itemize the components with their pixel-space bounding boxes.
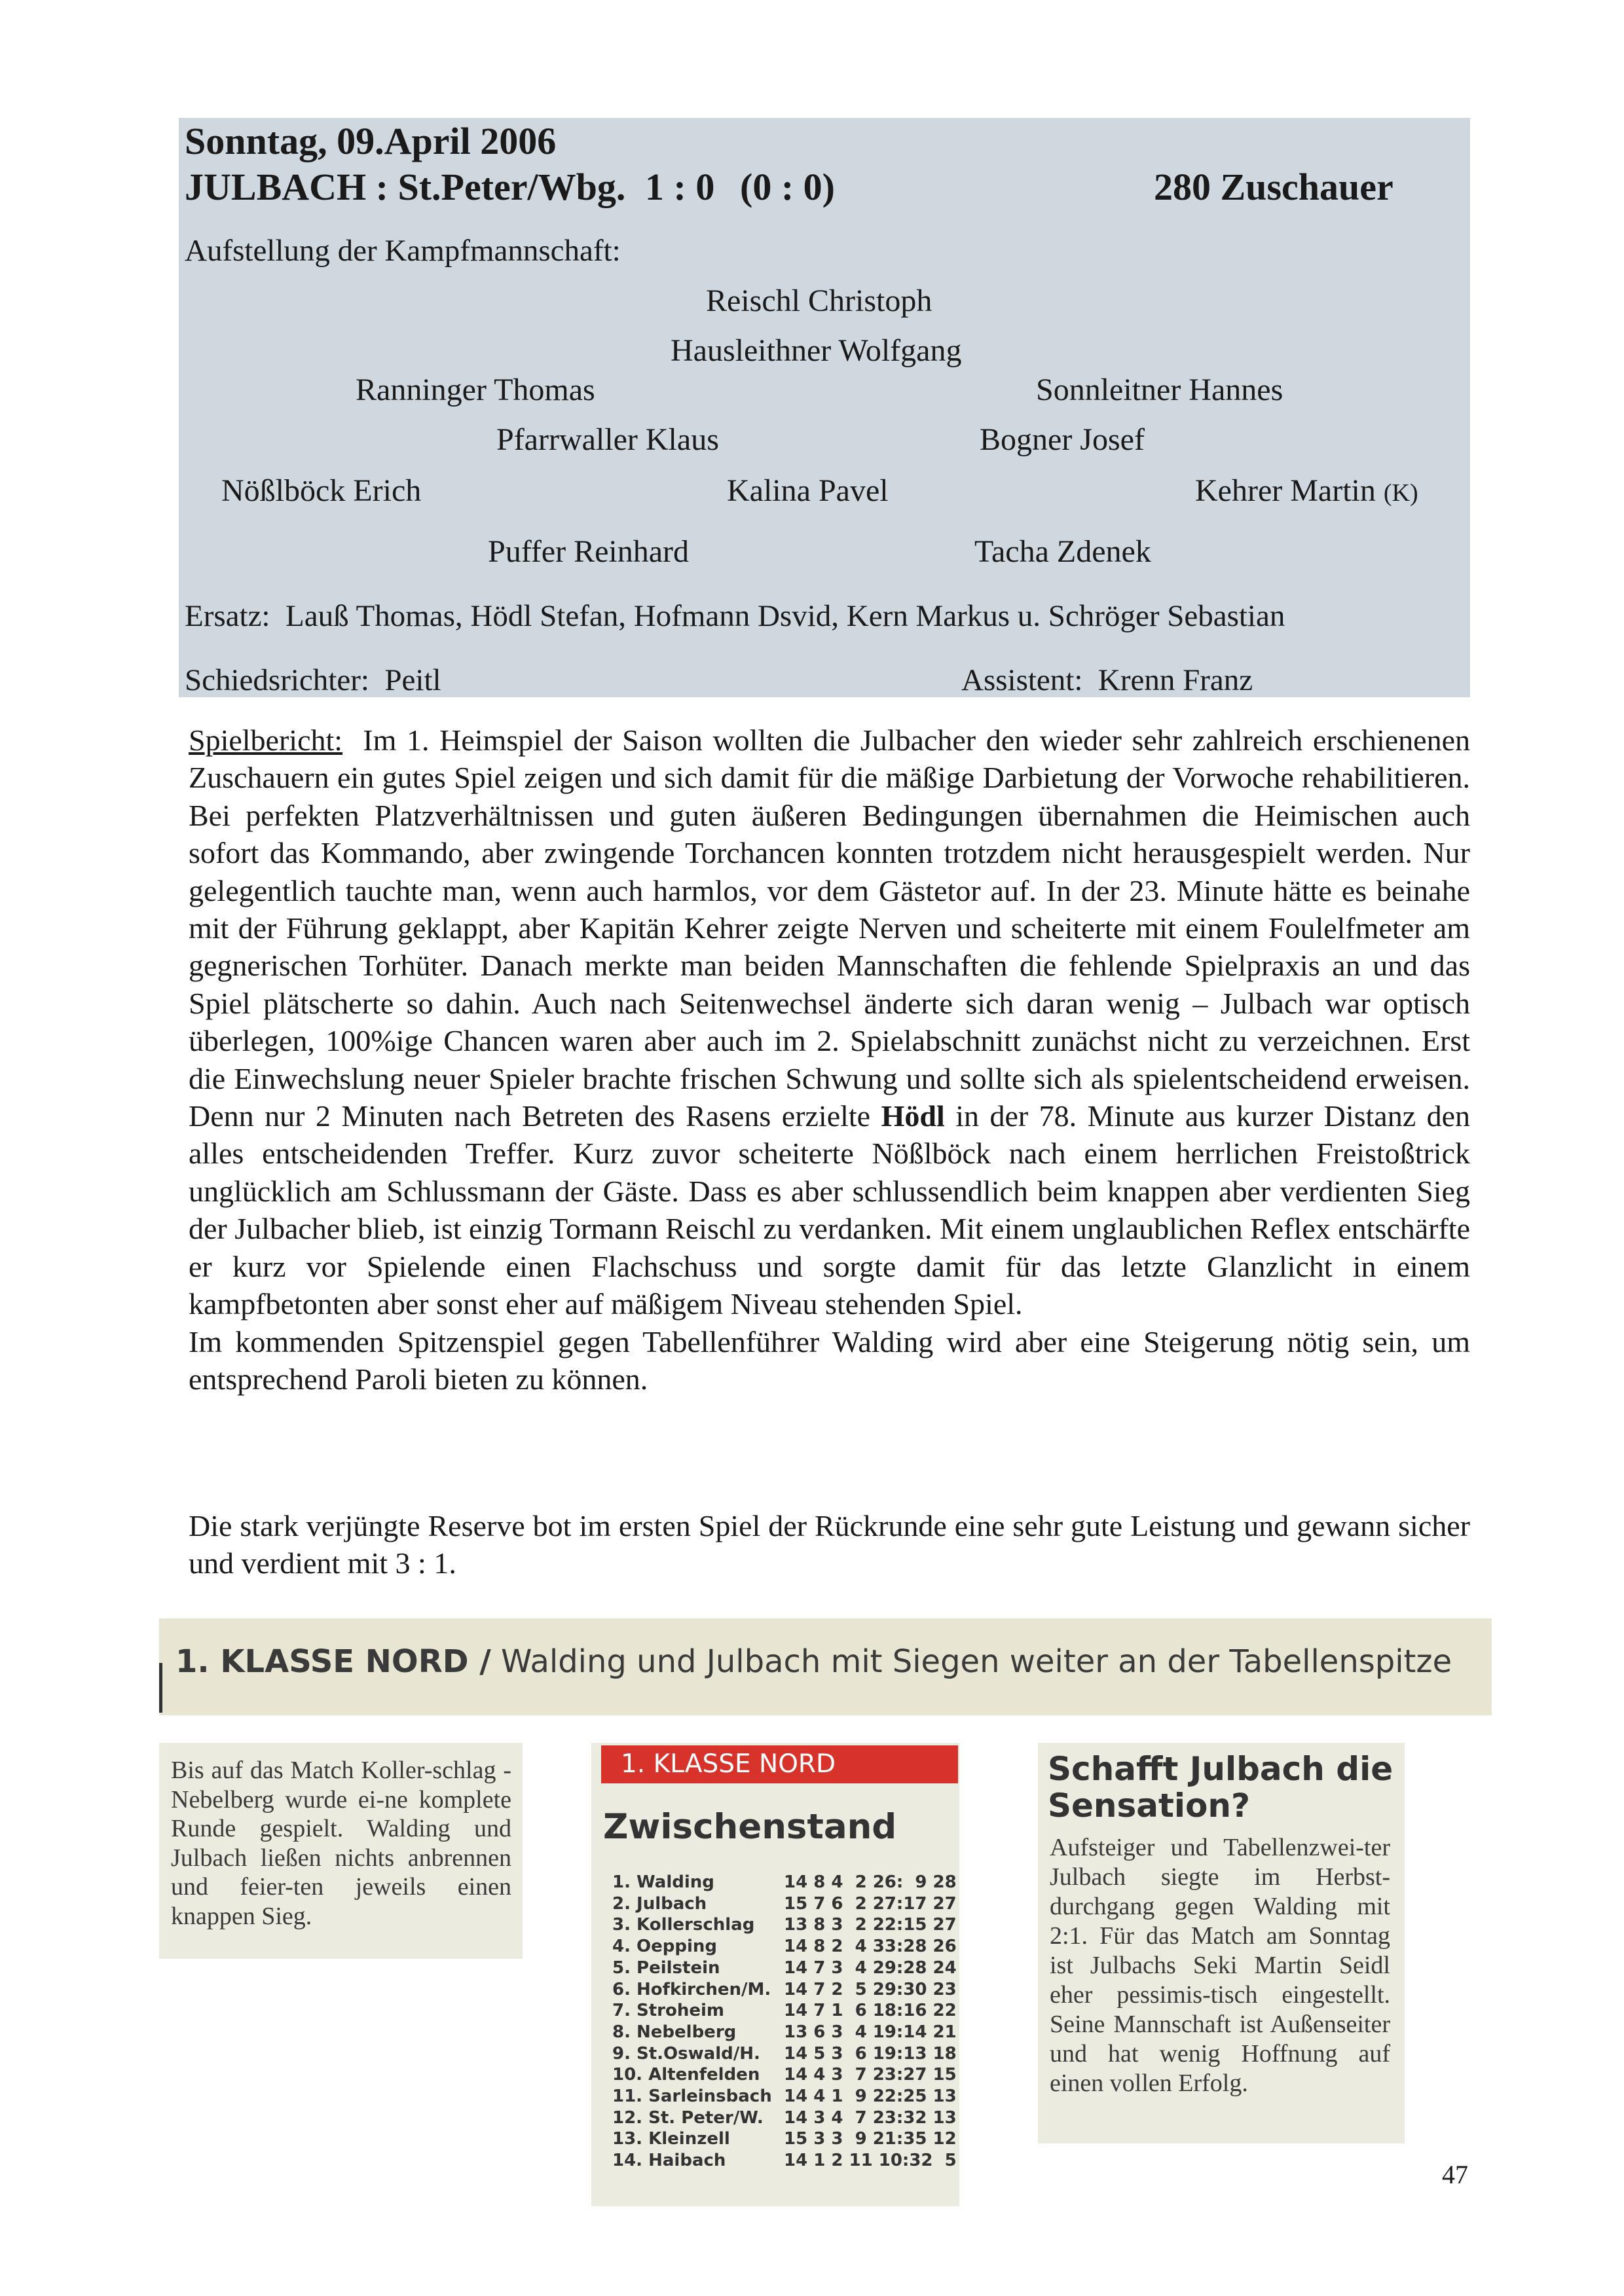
standings-stats: 14 8 2 4 33:28 26 xyxy=(784,1937,957,1957)
clipping-right-title: Schafft Julbach die Sensation? xyxy=(1048,1750,1393,1825)
spectators: 280 Zuschauer xyxy=(1154,166,1393,208)
headline-prefix: 1. KLASSE NORD / xyxy=(175,1643,491,1680)
assistant-name: Krenn Franz xyxy=(1098,663,1253,697)
player-def-left: Ranninger Thomas xyxy=(356,373,595,407)
lineup-label: Aufstellung der Kampfmannschaft: xyxy=(185,234,621,268)
subs-list: Lauß Thomas, Hödl Stefan, Hofmann Dsvid, Kern Markus u. Schröger Sebastian xyxy=(286,599,1285,633)
standings-row xyxy=(612,1915,957,1936)
standings-row xyxy=(612,2043,957,2065)
standings-team: 2. Julbach xyxy=(612,1893,707,1914)
standings-team: 12. St. Peter/W. xyxy=(612,2107,764,2128)
assistant-label: Assistent: xyxy=(961,663,1083,697)
referee-label: Schiedsrichter: xyxy=(185,663,369,697)
captain-mark: (K) xyxy=(1383,479,1418,507)
clipping-headline xyxy=(175,1643,1452,1680)
player-center: Kalina Pavel xyxy=(727,473,889,508)
player-wing-left: Nößlböck Erich xyxy=(221,473,422,508)
standings-team: 6. Hofkirchen/M. xyxy=(612,1979,771,1999)
standings-team: 11. Sarleinsbach xyxy=(612,2086,772,2106)
page-number: 47 xyxy=(1442,2160,1468,2189)
standings-stats: 14 4 3 7 23:27 15 xyxy=(784,2065,957,2085)
standings-stats: 14 7 3 4 29:28 24 xyxy=(784,1958,957,1978)
scorer-name: Hödl xyxy=(881,1099,945,1133)
standings-row xyxy=(612,2001,957,2022)
subs-label: Ersatz: xyxy=(185,599,270,633)
standings-title: Zwischenstand xyxy=(603,1807,897,1847)
report-text-1: Im 1. Heimspiel der Saison wollten die Julbacher den wieder sehr zahlreich erschienenen Zuschauern ein gutes Spiel zeigen und sich damit für die mäßige Darbietung der Vorwoche rehabilitieren. Bei perfekten Platzverhältnissen und guten äußeren Bedingungen übernahmen die Heimischen auch sofort das Kommando, aber zwingende Torchancen konnten trotzdem nicht herausgespielt werden. Nur gelegentlich tauchte man, wenn auch harmlos, vor dem Gästetor auf. In der 23. Minute hätte es beinahe mit der Führung geklappt, aber Kapitän Kehrer zeigte Nerven und scheiterte mit einem Foulelfmeter am gegnerischen Torhüter. Danach merkte man beiden Mannschaften die fehlende Spielpraxis an und das Spiel plätscherte so dahin. Auch nach Seitenwechsel änderte sich daran wenig – Julbach war optisch überlegen, 100%ige Chancen waren aber auch im 2. Spielabschnitt zunächst nicht zu verzeichnen. Erst die Einwechslung neuer Spieler brachte frischen Schwung und sollte sich als spielentscheidend erweisen. Denn nur 2 Minuten nach Betreten des Rasens erzielte xyxy=(189,723,1471,1133)
match-score: 1 : 0 xyxy=(645,166,715,208)
standings-row xyxy=(612,1893,957,1915)
match-halftime: (0 : 0) xyxy=(740,166,835,208)
standings-stats: 14 1 2 11 10:32 5 xyxy=(784,2151,957,2171)
standings-team: 4. Oepping xyxy=(612,1937,718,1957)
standings-row xyxy=(612,1958,957,1979)
headline-text: Walding und Julbach mit Siegen weiter an der Tabellenspitze xyxy=(501,1643,1452,1680)
standings-row xyxy=(612,2129,957,2150)
standings-clipping xyxy=(591,1743,959,2206)
standings-stats: 14 8 4 2 26: 9 28 xyxy=(784,1872,957,1892)
standings-stats: 14 5 3 6 19:13 18 xyxy=(784,2043,957,2064)
subs-line xyxy=(185,598,1285,634)
banner-marker xyxy=(159,1663,162,1713)
standings-row xyxy=(612,1979,957,2001)
referee-line xyxy=(185,663,441,698)
clipping-right xyxy=(1038,1743,1405,2143)
standings-team: 9. St.Oswald/H. xyxy=(612,2043,760,2064)
standings-team: 7. Stroheim xyxy=(612,2001,725,2021)
report-text-2: in der 78. Minute aus kurzer Distanz den alles entscheidenden Treffer. Kurz zuvor scheiterte Nößlböck nach einem herrlichen Freistoßtrick unglücklich am Schlussmann der Gäste. Dass es aber schlussendlich beim knappen aber verdienten Sieg der Julbacher blieb, ist einzig Tormann Reischl zu verdanken. Mit einem unglaublichen Reflex entschärfte er kurz vor Spielende einen Flachschuss und sorgte damit für das letzte Glanzlicht in einem kampfbetonten aber sonst eher auf mäßigem Niveau stehenden Spiel. xyxy=(189,1099,1471,1321)
match-teams: JULBACH : St.Peter/Wbg. xyxy=(185,166,626,208)
standings-row xyxy=(612,2151,957,2172)
referee-name: Peitl xyxy=(384,663,441,697)
player-mid-left: Pfarrwaller Klaus xyxy=(496,422,719,457)
standings-row xyxy=(612,2107,957,2129)
report-paragraph xyxy=(189,721,1470,1323)
clipping-right-text: Aufsteiger und Tabellenzwei-ter Julbach siegte im Herbst-durchgang gegen Walding mit 2:1. Für das Match am Sonntag ist Julbachs Seki Martin Seidl eher pessimis-tisch eingestellt. Seine Mannschaft ist Außenseiter und hat wenig Hoffnung auf einen vollen Erfolg. xyxy=(1050,1834,1390,2097)
reserve-report: Die stark verjüngte Reserve bot im ersten Spiel der Rückrunde eine sehr gute Leistung und gewann sicher und verdient mit 3 : 1. xyxy=(189,1509,1470,1580)
player-libero: Hausleithner Wolfgang xyxy=(671,333,962,368)
standings-team: 5. Peilstein xyxy=(612,1958,720,1978)
standings-team: 1. Walding xyxy=(612,1872,714,1892)
standings-row xyxy=(612,2086,957,2107)
standings-team: 10. Altenfelden xyxy=(612,2065,760,2085)
standings-team: 8. Nebelberg xyxy=(612,2022,737,2042)
player-fwd-right: Tacha Zdenek xyxy=(974,534,1151,569)
standings-stats: 14 3 4 7 23:32 13 xyxy=(784,2107,957,2128)
player-mid-right: Bogner Josef xyxy=(980,422,1145,457)
standings-stats: 14 7 2 5 29:30 23 xyxy=(784,1979,957,1999)
report-outlook: Im kommenden Spitzenspiel gegen Tabellenführer Walding wird aber eine Steigerung nötig sein, um entsprechend Paroli bieten zu können. xyxy=(189,1324,1470,1396)
player-goalkeeper: Reischl Christoph xyxy=(706,283,932,318)
match-date: Sonntag, 09.April 2006 xyxy=(185,120,557,162)
standings-stats: 14 4 1 9 22:25 13 xyxy=(784,2086,957,2106)
standings-header: 1. KLASSE NORD xyxy=(621,1749,836,1779)
standings-stats: 13 8 3 2 22:15 27 xyxy=(784,1915,957,1935)
standings-row xyxy=(612,2065,957,2086)
standings-stats: 14 7 1 6 18:16 22 xyxy=(784,2001,957,2021)
standings-stats: 15 7 6 2 27:17 27 xyxy=(784,1893,957,1914)
standings-stats: 15 3 3 9 21:35 12 xyxy=(784,2129,957,2149)
player-wing-right: Kehrer Martin (K) xyxy=(1195,473,1418,508)
standings-stats: 13 6 3 4 19:14 21 xyxy=(784,2022,957,2042)
standings-row xyxy=(612,1937,957,1958)
clipping-left xyxy=(159,1743,523,1959)
match-report xyxy=(189,721,1470,1398)
player-fwd-left: Puffer Reinhard xyxy=(488,534,690,569)
report-label: Spielbericht: xyxy=(189,723,343,757)
standings-row xyxy=(612,1872,957,1893)
standings-team: 14. Haibach xyxy=(612,2151,726,2171)
clipping-left-text: Bis auf das Match Koller-schlag - Nebelberg wurde ei-ne komplete Runde gespielt. Walding und Julbach ließen nichts anbrennen und feier-ten jeweils einen knappen Sieg. xyxy=(171,1757,511,1930)
assistant-line xyxy=(961,663,1253,698)
standings-header-bar xyxy=(601,1745,958,1783)
player-def-right: Sonnleitner Hannes xyxy=(1036,373,1283,407)
standings-row xyxy=(612,2022,957,2043)
standings-team: 13. Kleinzell xyxy=(612,2129,730,2149)
standings-team: 3. Kollerschlag xyxy=(612,1915,755,1935)
